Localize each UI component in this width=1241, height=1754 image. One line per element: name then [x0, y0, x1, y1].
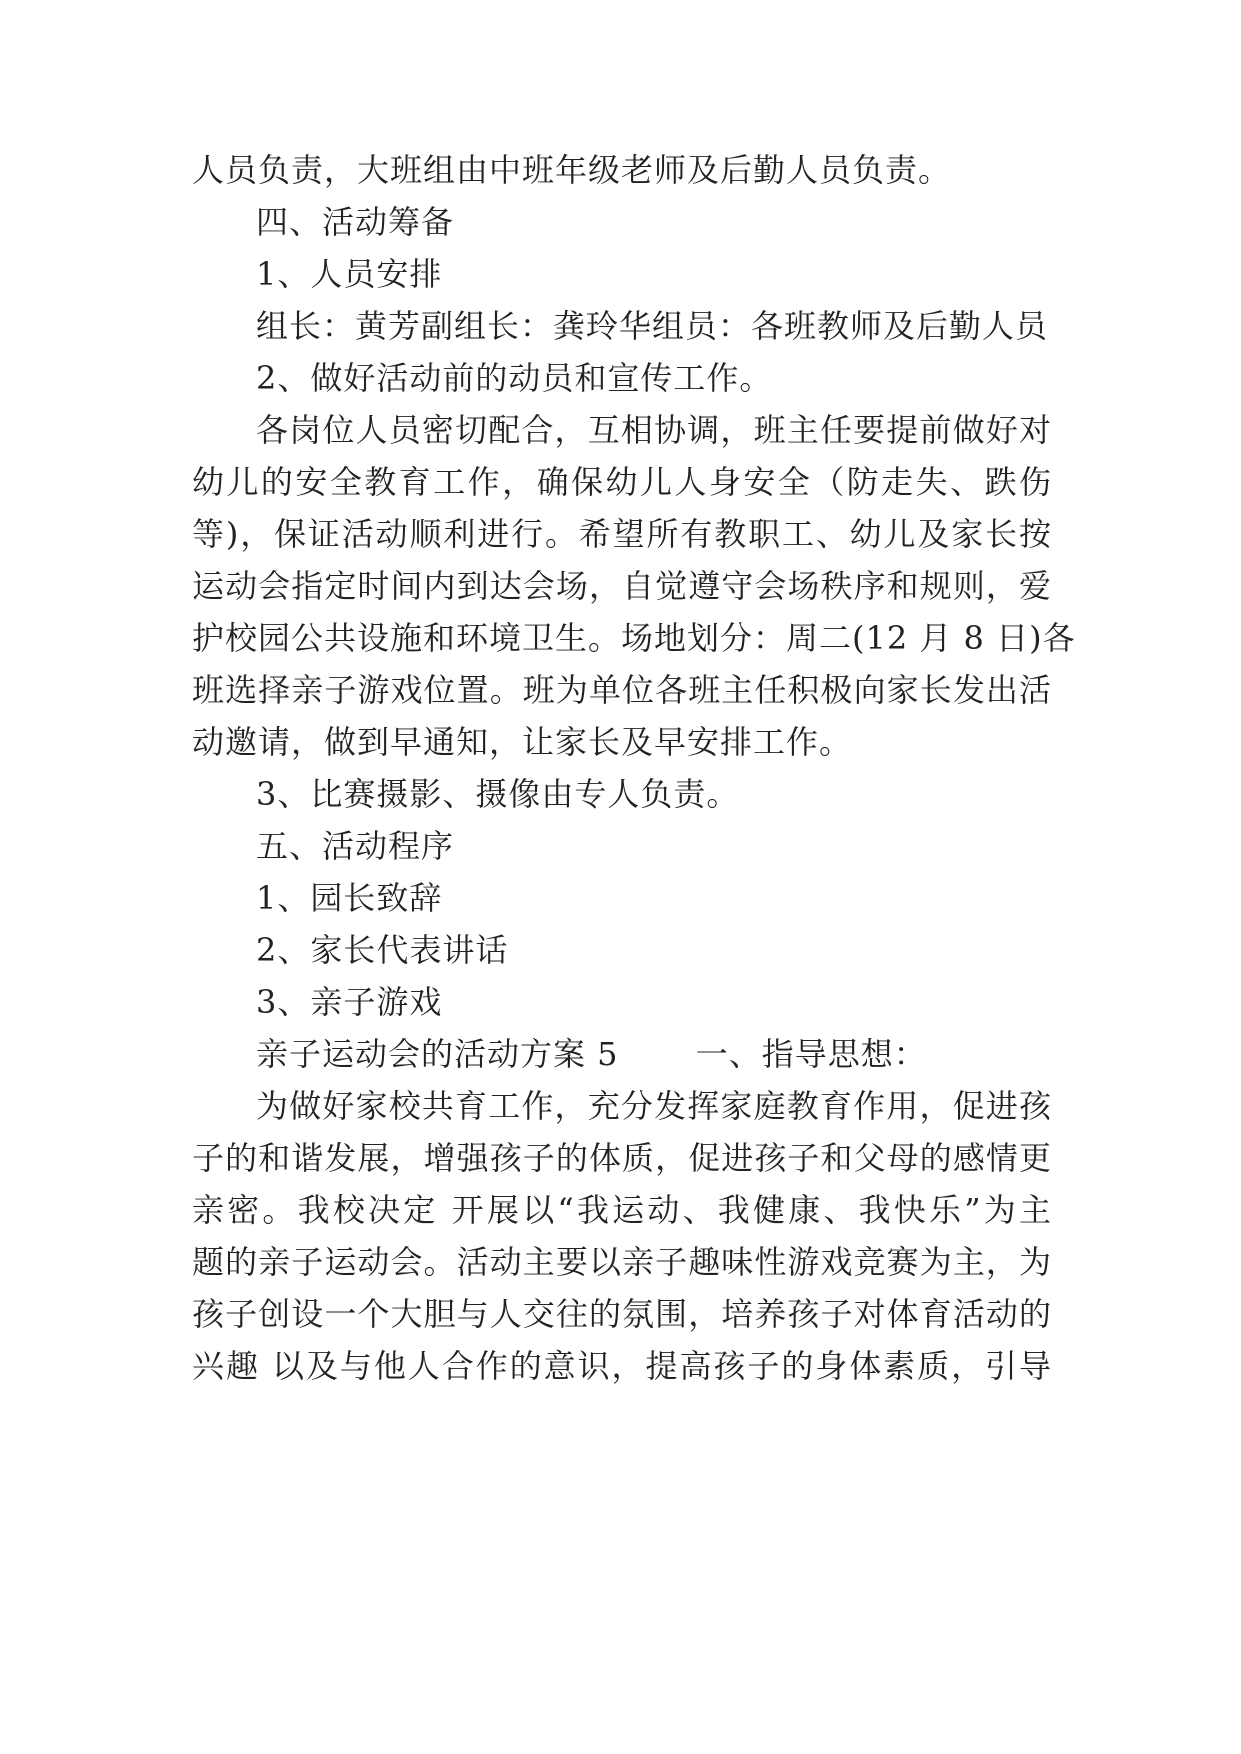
list-item: 1、园长致辞	[256, 879, 443, 917]
paragraph-line: 幼儿的安全教育工作，确保幼儿人身安全（防走失、跌伤	[192, 463, 1052, 501]
paragraph-line: 题的亲子运动会。活动主要以亲子趣味性游戏竞赛为主，为	[192, 1243, 1052, 1281]
paragraph-line: 兴趣 以及与他人合作的意识，提高孩子的身体素质，引导	[192, 1347, 1052, 1385]
paragraph-line: 亲密。我校决定 开展以“我运动、我健康、我快乐”为主	[192, 1191, 1052, 1229]
list-item-heading: 2、做好活动前的动员和宣传工作。	[256, 359, 773, 397]
paragraph-line: 为做好家校共育工作，充分发挥家庭教育作用，促进孩	[256, 1087, 1052, 1125]
paragraph-line: 人员负责，大班组由中班年级老师及后勤人员负责。	[192, 151, 952, 189]
paragraph-line: 孩子创设一个大胆与人交往的氛围，培养孩子对体育活动的	[192, 1295, 1052, 1333]
paragraph-line: 子的和谐发展，增强孩子的体质，促进孩子和父母的感情更	[192, 1139, 1052, 1177]
paragraph-line: 运动会指定时间内到达会场，自觉遵守会场秩序和规则，爱	[192, 567, 1052, 605]
plan-title-heading: 亲子运动会的活动方案 5 一、指导思想：	[256, 1035, 927, 1073]
paragraph-line: 动邀请，做到早通知，让家长及早安排工作。	[192, 723, 853, 761]
list-item-heading: 3、比赛摄影、摄像由专人负责。	[256, 775, 740, 813]
list-item-heading: 1、人员安排	[256, 255, 443, 293]
list-item: 2、家长代表讲话	[256, 931, 509, 969]
paragraph-line: 组长：黄芳副组长：龚玲华组员：各班教师及后勤人员	[256, 307, 1049, 345]
list-item: 3、亲子游戏	[256, 983, 443, 1021]
section-heading-four: 四、活动筹备	[256, 203, 455, 241]
paragraph-line: 班选择亲子游戏位置。班为单位各班主任积极向家长发出活	[192, 671, 1052, 709]
paragraph-line: 各岗位人员密切配合，互相协调，班主任要提前做好对	[256, 411, 1052, 449]
paragraph-line: 护校园公共设施和环境卫生。场地划分：周二(12 月 8 日)各	[192, 619, 1076, 657]
section-heading-five: 五、活动程序	[256, 827, 455, 865]
paragraph-line: 等)，保证活动顺利进行。希望所有教职工、幼儿及家长按	[192, 515, 1052, 553]
